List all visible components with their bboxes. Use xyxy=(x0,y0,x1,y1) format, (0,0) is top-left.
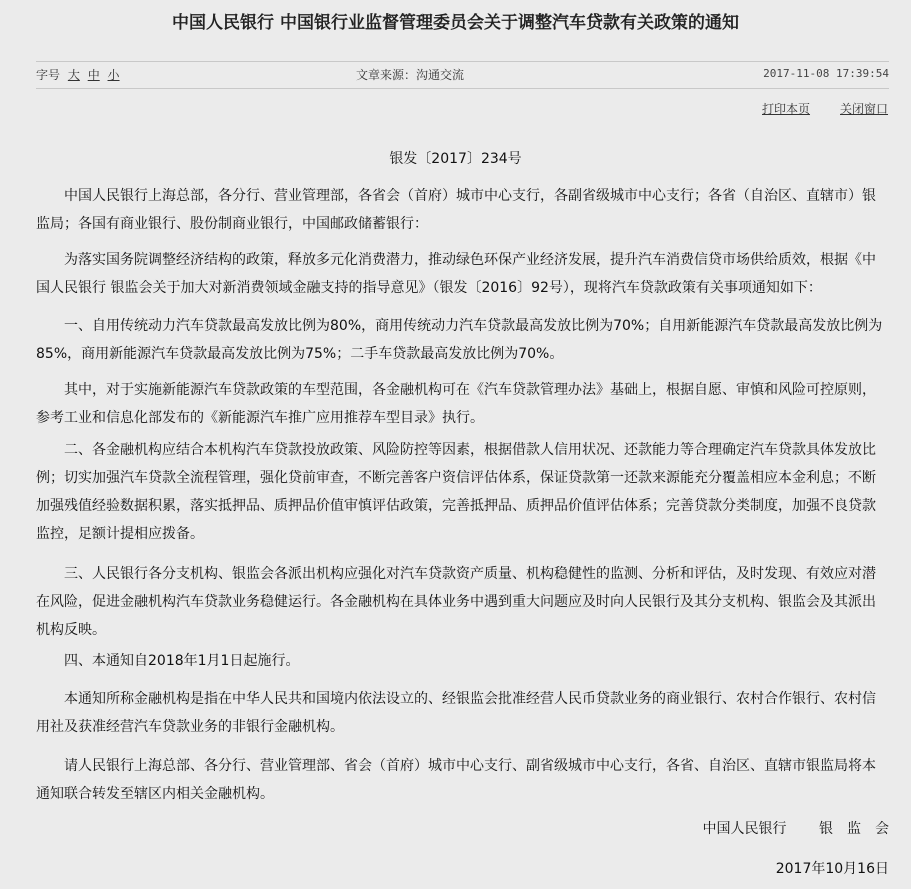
paragraph-line: 中国人民银行上海总部，各分行、营业管理部，各省会（首府）城市中心支行，各副省级城市中心支行；各省（自治区、直辖市）银 xyxy=(64,188,876,204)
timestamp: 2017-11-08 17:39:54 xyxy=(763,67,889,80)
paragraph xyxy=(36,376,892,432)
paragraph-line: 二、各金融机构应结合本机构汽车贷款投放政策、风险防控等因素，根据借款人信用状况、还款能力等合理确定汽车贷款具体发放比 xyxy=(64,442,876,458)
divider xyxy=(36,61,889,62)
paragraph-line: 85%，商用新能源汽车贷款最高发放比例为75%；二手车贷款最高发放比例为70%。 xyxy=(36,346,564,362)
font-small-link[interactable]: 小 xyxy=(107,68,120,82)
paragraph-line: 机构反映。 xyxy=(36,622,106,638)
print-page-link[interactable]: 打印本页 xyxy=(762,102,811,116)
paragraph xyxy=(36,246,892,302)
paragraph-line: 四、本通知自2018年1月1日起施行。 xyxy=(64,653,300,669)
close-window-link[interactable]: 关闭窗口 xyxy=(840,102,889,116)
font-medium-link[interactable]: 中 xyxy=(87,68,100,82)
paragraph-line: 用社及获准经营汽车贷款业务的非银行金融机构。 xyxy=(36,719,344,735)
paragraph xyxy=(36,685,892,741)
paragraph-line: 一、自用传统动力汽车贷款最高发放比例为80%，商用传统动力汽车贷款最高发放比例为70%；自用新能源汽车贷款最高发放比例为 xyxy=(64,318,883,334)
document-number: 银发〔2017〕234号 xyxy=(389,151,522,167)
paragraph-line: 例；切实加强汽车贷款全流程管理，强化贷前审查，不断完善客户资信评估体系，保证贷款第一还款来源能充分覆盖相应本金利息；不断 xyxy=(36,470,876,486)
paragraph xyxy=(36,182,892,238)
paragraph xyxy=(36,560,892,644)
paragraph xyxy=(36,436,892,548)
paragraph-line: 三、人民银行各分支机构、银监会各派出机构应强化对汽车贷款资产质量、机构稳健性的监测、分析和评估，及时发现、有效应对潜 xyxy=(64,566,876,582)
paragraph xyxy=(36,647,892,675)
signature: 中国人民银行 银 监 会 xyxy=(702,821,889,837)
paragraph-line: 通知联合转发至辖区内相关金融机构。 xyxy=(36,786,274,802)
font-size-controls xyxy=(36,66,120,83)
paragraph-line: 请人民银行上海总部、各分行、营业管理部、省会（首府）城市中心支行、副省级城市中心支行，各省、自治区、直辖市银监局将本 xyxy=(64,758,876,774)
paragraph xyxy=(36,312,892,368)
page-title: 中国人民银行 中国银行业监督管理委员会关于调整汽车贷款有关政策的通知 xyxy=(172,13,739,33)
font-size-label: 字号 xyxy=(36,68,61,82)
paragraph-line: 监局；各国有商业银行、股份制商业银行，中国邮政储蓄银行： xyxy=(36,216,428,232)
paragraph-line: 在风险，促进金融机构汽车贷款业务稳健运行。各金融机构在具体业务中遇到重大问题应及时向人民银行及其分支机构、银监会及其派出 xyxy=(36,594,876,610)
paragraph-line: 本通知所称金融机构是指在中华人民共和国境内依法设立的、经银监会批准经营人民币贷款业务的商业银行、农村合作银行、农村信 xyxy=(64,691,876,707)
paragraph-line: 为落实国务院调整经济结构的政策，释放多元化消费潜力，推动绿色环保产业经济发展，提升汽车消费信贷市场供给质效，根据《中 xyxy=(64,252,876,268)
font-large-link[interactable]: 大 xyxy=(67,68,80,82)
issue-date: 2017年10月16日 xyxy=(775,861,889,877)
paragraph-line: 国人民银行 银监会关于加大对新消费领域金融支持的指导意见》（银发〔2016〕92号），现将汽车贷款政策有关事项通知如下： xyxy=(36,280,822,296)
paragraph-line: 加强残值经验数据积累，落实抵押品、质押品价值审慎评估政策，完善抵押品、质押品价值评估体系；完善贷款分类制度，加强不良贷款 xyxy=(36,498,876,514)
divider xyxy=(36,88,889,89)
paragraph-line: 监控，足额计提相应拨备。 xyxy=(36,526,204,542)
paragraph-line: 其中，对于实施新能源汽车贷款政策的车型范围，各金融机构可在《汽车贷款管理办法》基础上，根据自愿、审慎和风险可控原则， xyxy=(64,382,876,398)
paragraph xyxy=(36,752,892,808)
article-source: 文章来源：沟通交流 xyxy=(356,68,465,82)
paragraph-line: 参考工业和信息化部发布的《新能源汽车推广应用推荐车型目录》执行。 xyxy=(36,410,484,426)
